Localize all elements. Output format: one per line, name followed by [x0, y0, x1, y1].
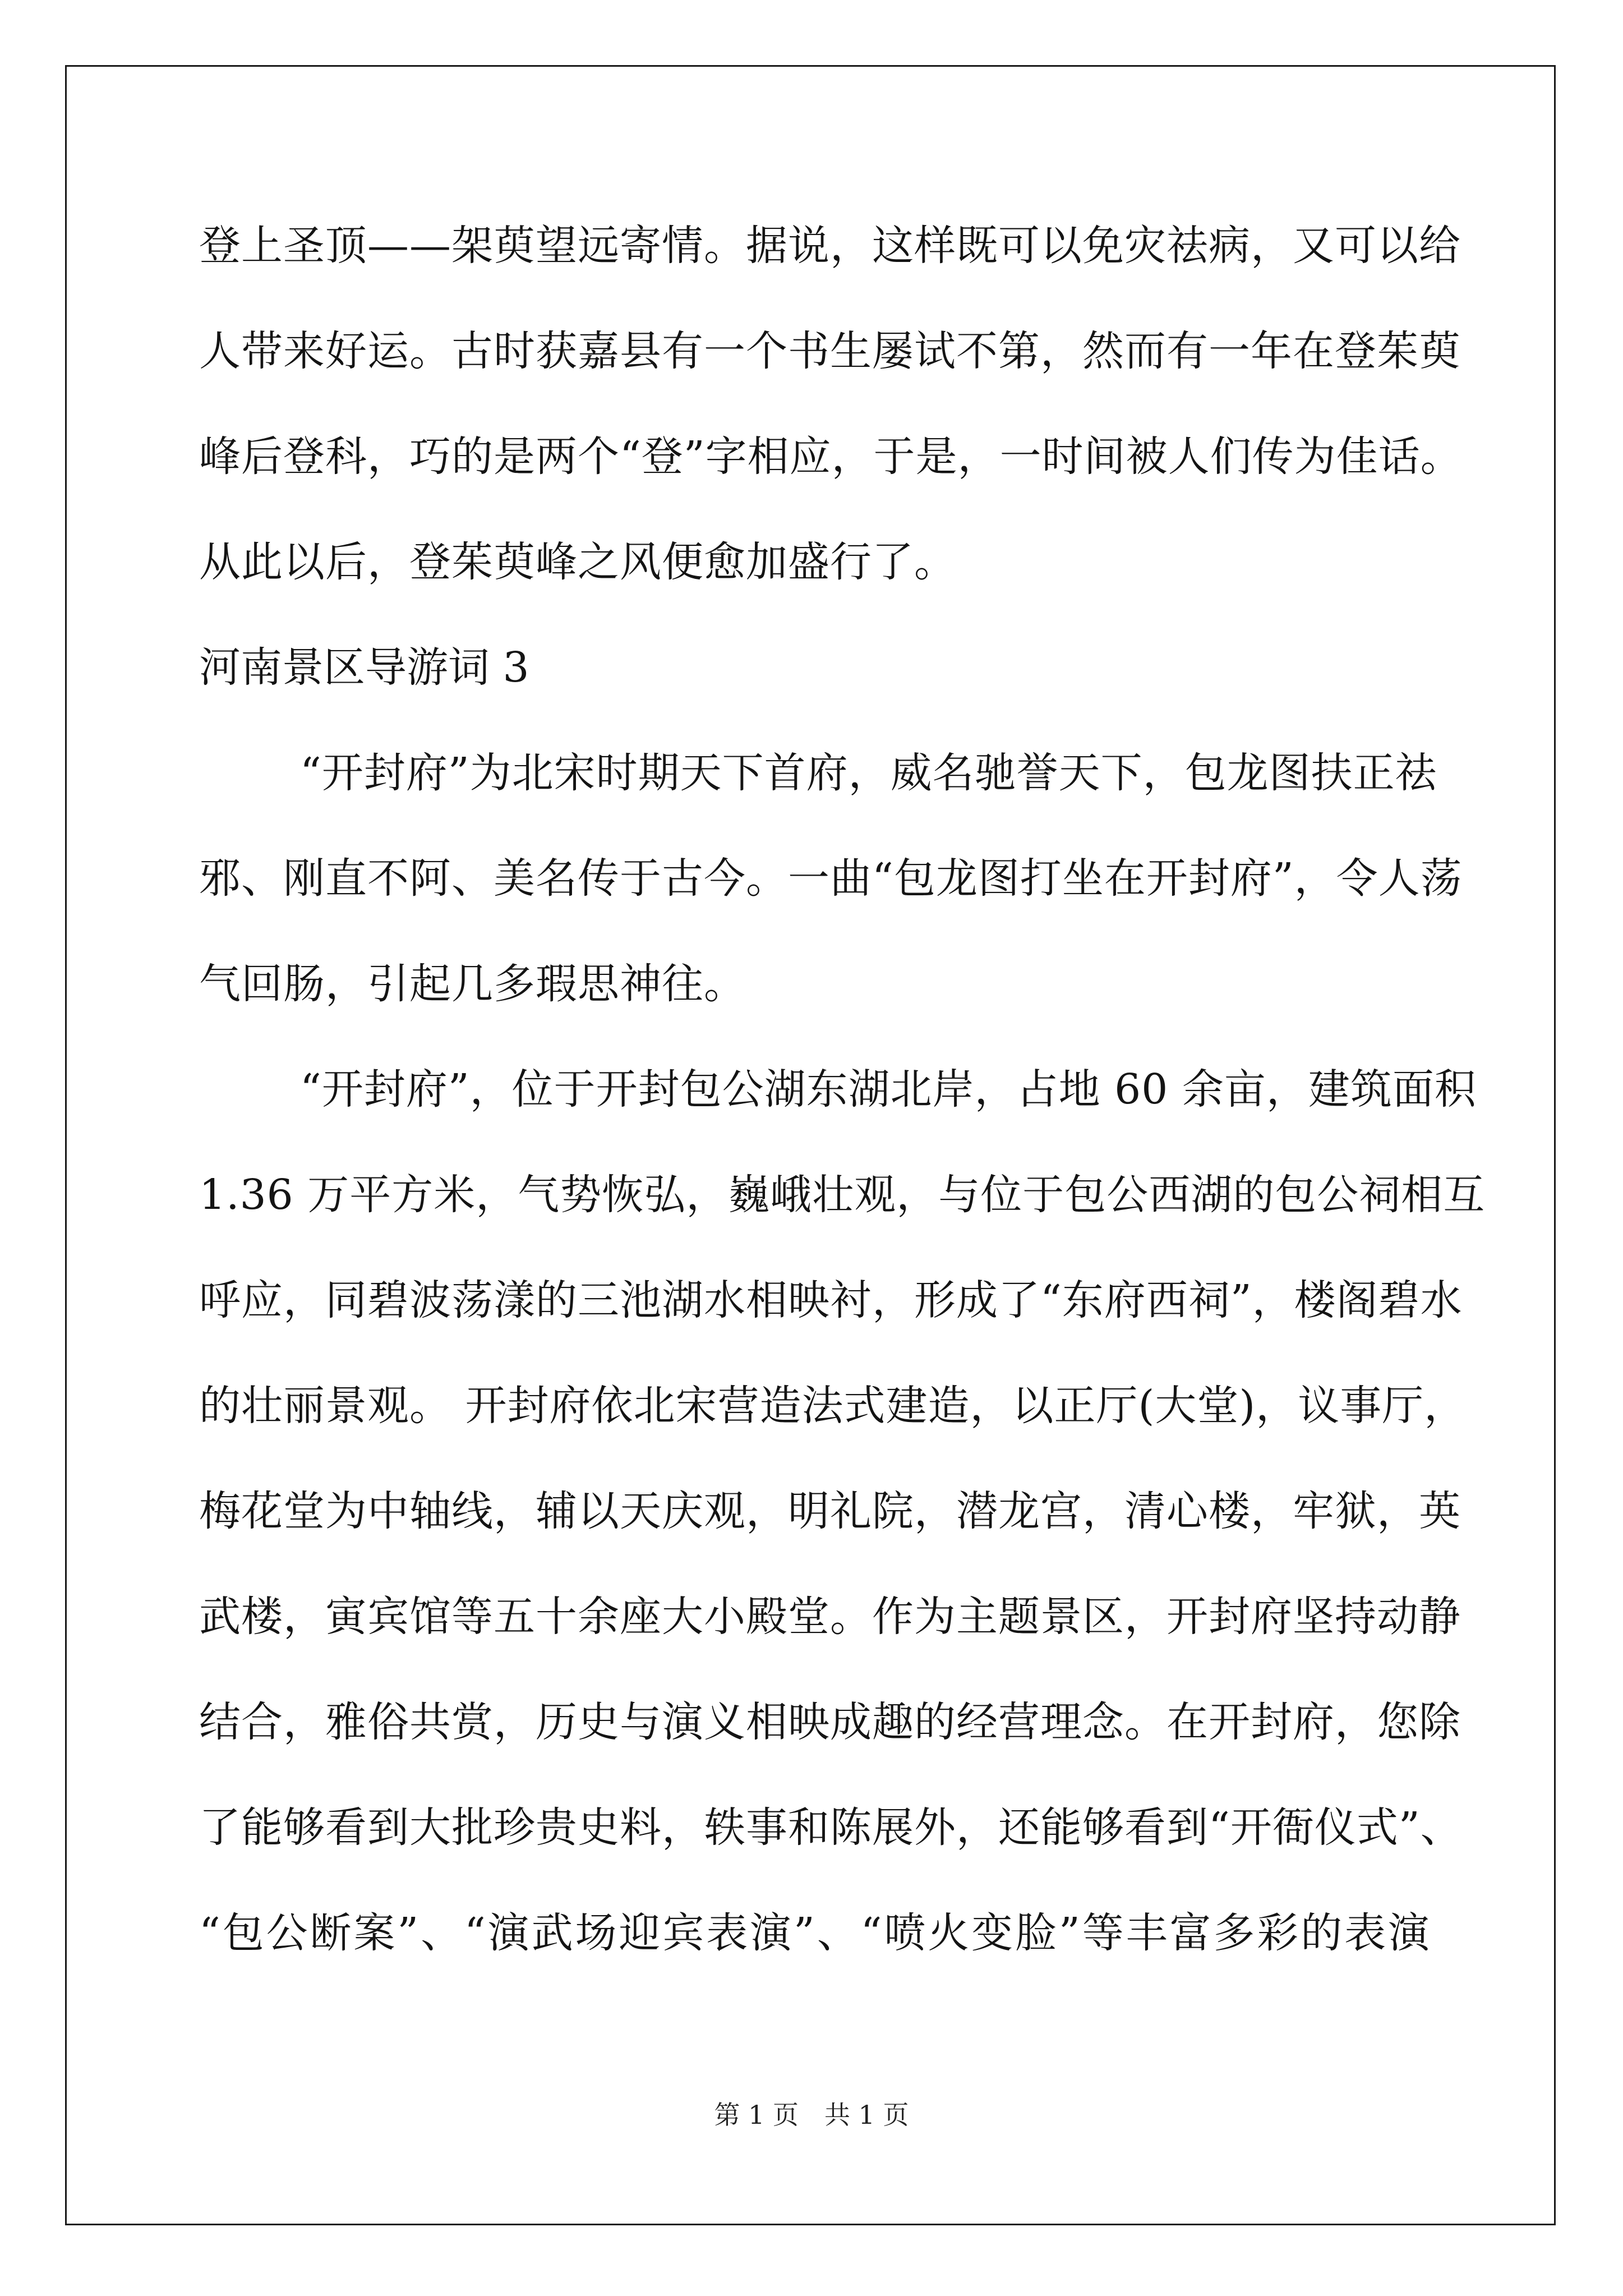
paragraph-line: 呼应，同碧波荡漾的三池湖水相映衬，形成了“东府西祠”，楼阁碧水 — [199, 1276, 1463, 1324]
paragraph-line: 梅花堂为中轴线，辅以天庆观，明礼院，潜龙宫，清心楼，牢狱，英 — [199, 1487, 1461, 1535]
paragraph-line: 人带来好运。古时获嘉县有一个书生屡试不第，然而有一年在登茱萸 — [199, 327, 1461, 375]
paragraph-line: “开封府”为北宋时期天下首府，威名驰誉天下，包龙图扶正祛 — [300, 749, 1437, 797]
page-number-total: 共 1 页 — [824, 2100, 909, 2130]
paragraph-line: 武楼，寅宾馆等五十余座大小殿堂。作为主题景区，开封府坚持动静 — [199, 1593, 1461, 1641]
paragraph-line: 邪、刚直不阿、美名传于古今。一曲“包龙图打坐在开封府”，令人荡 — [199, 854, 1463, 903]
paragraph-line: 结合，雅俗共赏，历史与演义相映成趣的经营理念。在开封府，您除 — [199, 1698, 1461, 1746]
paragraph-line: “开封府”，位于开封包公湖东湖北岸，占地 60 余亩，建筑面积 — [300, 1065, 1477, 1114]
page-border — [65, 65, 1556, 2225]
paragraph-line: 气回肠，引起几多瑕思神往。 — [199, 960, 746, 1008]
paragraph-line: 了能够看到大批珍贵史料，轶事和陈展外，还能够看到“开衙仪式”、 — [199, 1803, 1463, 1852]
paragraph-line: 的壮丽景观。 开封府依北宋营造法式建造，以正厅(大堂)，议事厅， — [199, 1382, 1467, 1430]
paragraph-line: 峰后登科，巧的是两个“登”字相应，于是，一时间被人们传为佳话。 — [199, 432, 1463, 481]
section-heading: 河南景区导游词 3 — [199, 643, 529, 692]
paragraph-line: “包公断案”、“演武场迎宾表演”、“喷火变脸”等丰富多彩的表演 — [199, 1909, 1430, 1957]
page-number-current: 第 1 页 — [714, 2100, 799, 2130]
page-footer — [0, 2098, 1623, 2132]
paragraph-line: 从此以后，登茱萸峰之风便愈加盛行了。 — [199, 538, 956, 586]
paragraph-line: 登上圣顶——架萸望远寄情。据说，这样既可以免灾祛病，又可以给 — [199, 222, 1461, 270]
paragraph-line: 1.36 万平方米，气势恢弘，巍峨壮观，与位于包公西湖的包公祠相互 — [199, 1171, 1486, 1219]
